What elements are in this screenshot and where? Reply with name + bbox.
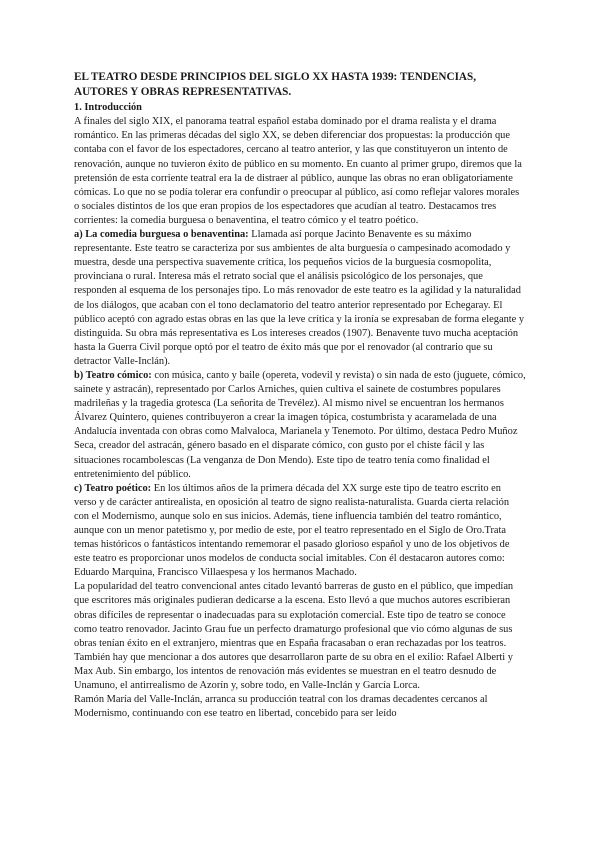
- document-title: EL TEATRO DESDE PRINCIPIOS DEL SIGLO XX HASTA 1939: TENDENCIAS, AUTORES Y OBRAS REPRESENTATIVAS.: [74, 71, 477, 98]
- comedia-label: a) La comedia burguesa o benaventina:: [74, 229, 249, 241]
- comedia-text: Llamada así porque Jacinto Benavente es su máximo representante. Este teatro se caracteriza por sus ambientes de alta burguesía o campesinado acomodado y muestra, desde una perspectiva suavemente crítica, los pequeños vicios de la burguesía cosmopolita, provinciana o rural. Interesa más el retrato social que el análisis psicológico de los personajes, que responden al esquema de los personajes tipo. Lo más renovador de este teatro es la agilidad y la naturalidad de los diálogos, que acaban con el tono declamatorio del teatro anterior representado por Echegaray. El público aceptó con agrado estas obras en las que la leve crítica y la ironía se expresaban de forma elegante y distinguida. Su obra más representativa es Los intereses creados (1907). Benavente tuvo mucha aceptación hasta la Guerra Civil porque optó por el teatro de éxito más que por el renovador (al contrario que su detractor Valle-Inclán).: [74, 229, 525, 367]
- section-heading: 1. Introducción: [74, 102, 142, 114]
- renovador-paragraph: La popularidad del teatro convencional antes citado levantó barreras de gusto en el público, que impedían que escritores más originales pudieran dedicarse a la escena. Esto llevó a que muchos autores escribieran obras difíciles de representar o inadecuadas para su explotación comercial. Este tipo de teatro se conoce como teatro renovador. Jacinto Grau fue un perfecto dramaturgo profesional que vio cómo algunas de sus obras tenían éxito en el extranjero, mientras que en España fracasaban o eran rechazadas por los teatros. También hay que mencionar a dos autores que desarrollaron parte de su obra en el exilio: Rafael Alberti y Max Aub. Sin embargo, los intentos de renovación más evidentes se muestran en el teatro desnudo de Unamuno, el antirrealismo de Azorín y, sobre todo, en Valle-Inclán y García Lorca.: [74, 581, 514, 692]
- comico-paragraph: [74, 369, 526, 482]
- comico-text: con música, canto y baile (opereta, vodevil y revista) o sin nada de esto (juguete, cómico, sainete y astracán), representado por Carlos Arniches, quien cultiva el sainete de costumbres populares madrileñas y la tragedia grotesca (La señorita de Trevélez). Al mismo nivel se encuentran los hermanos Álvarez Quintero, quienes contribuyeron a crear la imagen tópica, costumbrista y acaramelada de una Andalucía inventada con obras como Malvaloca, Marianela y Tenemoto. Por último, destaca Pedro Muñoz Seca, creador del astracán, género basado en el disparate cómico, con gusto por el chiste fácil y las situaciones rocambolescas (La venganza de Don Mendo). Este tipo de teatro tenía como finalidad el entretenimiento del público.: [74, 369, 526, 480]
- intro-paragraph: A finales del siglo XIX, el panorama teatral español estaba dominado por el drama realista y el drama romántico. En las primeras décadas del siglo XX, se deben diferenciar dos propuestas: la producción que contaba con el favor de los espectadores, cercano al teatro anterior, y las que constituyeron un intento de renovación, aunque no tuvieron éxito de público en su momento. En cuanto al primer grupo, diremos que la pretensión de esta corriente teatral era la de distraer al público, aunque las obras no eran obligatoriamente cómicas. Lo que no se podía tolerar era confundir o preocupar al público, así como reflejar valores morales o sociales distintos de los que eran propios de los espectadores que acudían al teatro. Destacamos tres corrientes: la comedia burguesa o benaventina, el teatro cómico y el teatro poético.: [74, 116, 522, 226]
- poetico-text: En los últimos años de la primera década del XX surge este tipo de teatro escrito en verso y de carácter antirealista, en oposición al teatro de signo realista-naturalista. Guarda cierta relación con el Modernismo, aunque solo en sus inicios. Además, tiene influencia también del teatro romántico, aunque con un menor patetismo y, por medio de este, por el teatro representado en el Siglo de Oro.Trata temas históricos o fantásticos intentando rememorar el pasado glorioso español y uno de los objetivos de este teatro es proporcionar unos modelos de conducta social imitables. Con él destacaron autores como: Eduardo Marquina, Francisco Villaespesa y los hermanos Machado.: [74, 482, 510, 579]
- comedia-paragraph: [74, 228, 526, 369]
- document-page: [74, 70, 526, 721]
- comico-label: b) Teatro cómico:: [74, 369, 152, 381]
- valle-paragraph: Ramón María del Valle-Inclán, arranca su producción teatral con los dramas decadentes cercanos al Modernismo, continuando con ese teatro en libertad, concebido para ser leído: [74, 694, 488, 720]
- poetico-label: c) Teatro poético:: [74, 482, 152, 494]
- poetico-paragraph: [74, 482, 526, 581]
